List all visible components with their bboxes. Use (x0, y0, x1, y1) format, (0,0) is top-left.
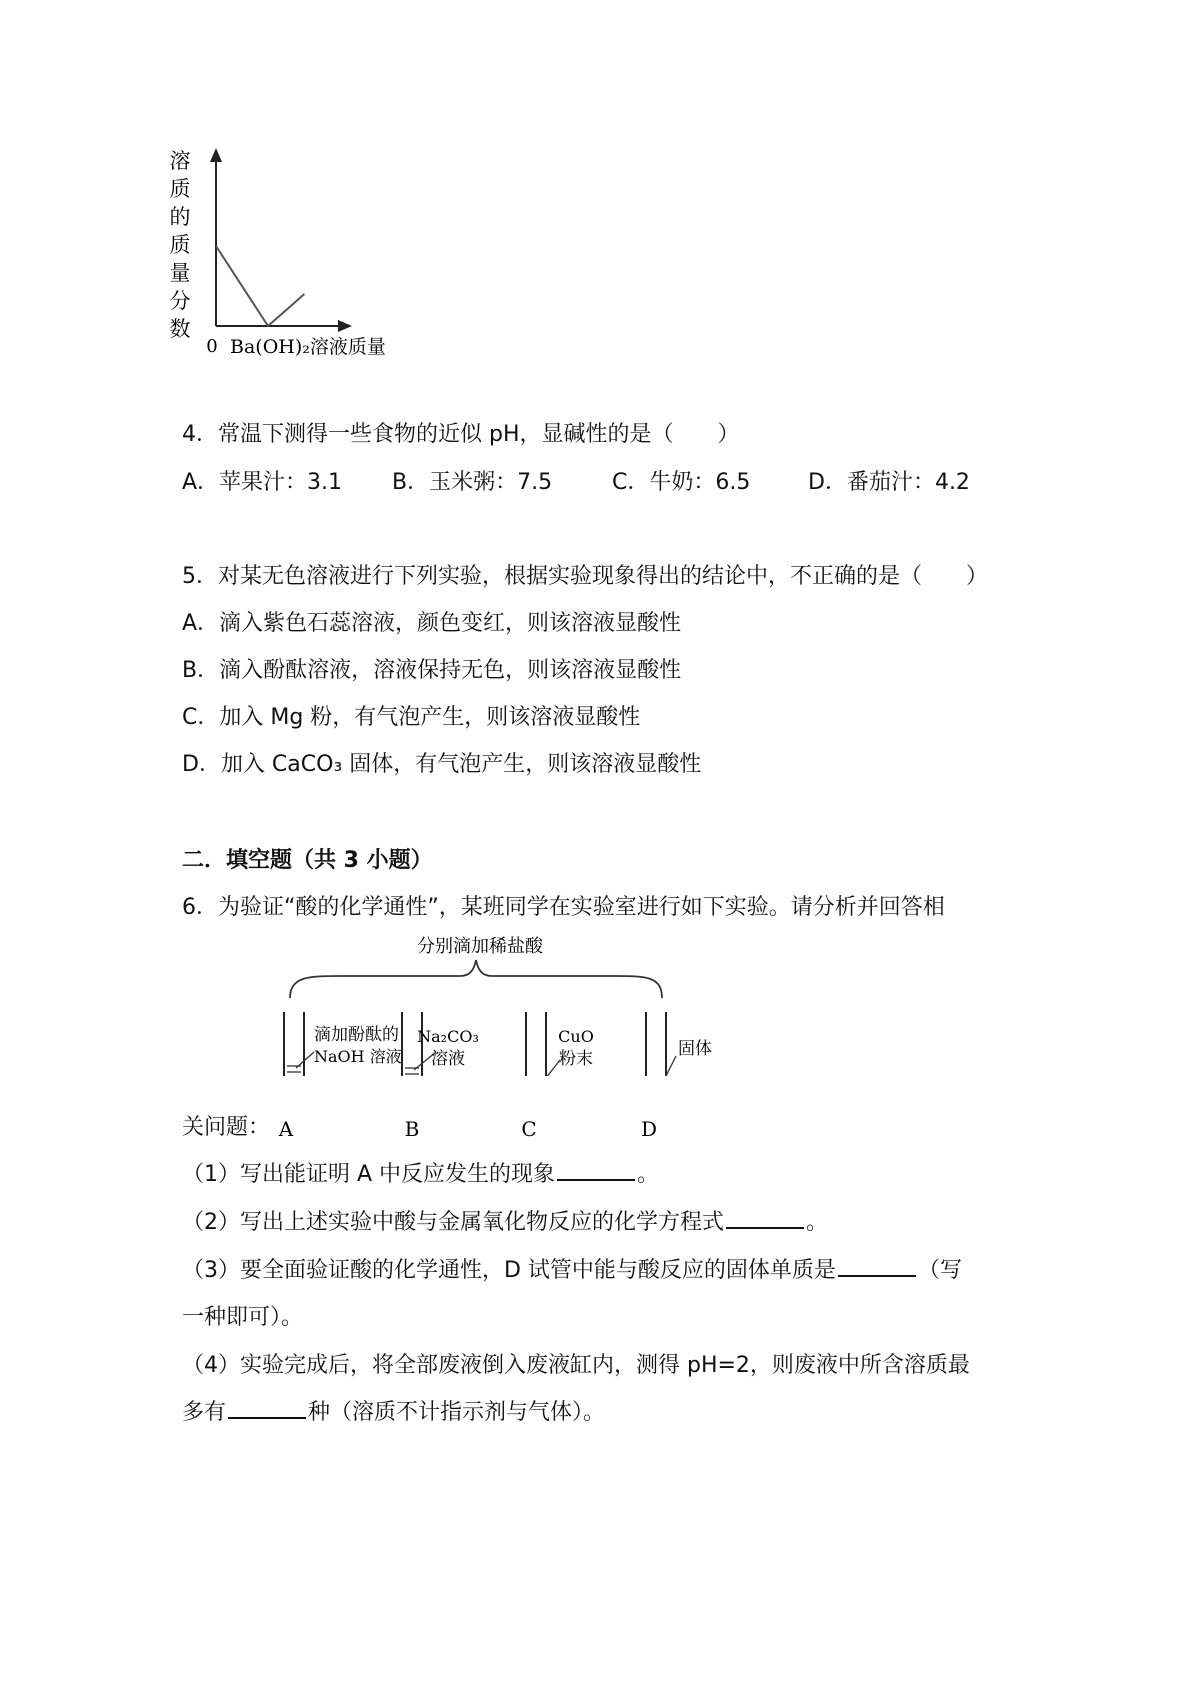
mass-fraction-graph (160, 140, 400, 360)
tube-letter-c: C (521, 1117, 537, 1141)
q5-option-d[interactable]: D．加入 CaCO₃ 固体，有气泡产生，则该溶液显酸性 (182, 752, 702, 777)
q5-option-c[interactable]: C．加入 Mg 粉，有气泡产生，则该溶液显酸性 (182, 705, 641, 730)
series-line (216, 246, 304, 326)
tube-a (284, 1012, 314, 1076)
q4-options (182, 468, 970, 498)
tube-a-label-1: 滴加酚酞的 (314, 1025, 399, 1045)
x-axis-label: Ba(OH)₂溶液质量 (230, 336, 386, 358)
q5-stem: 5．对某无色溶液进行下列实验，根据实验现象得出的结论中，不正确的是（ ） (182, 564, 988, 589)
graph-svg (160, 140, 400, 360)
y-label-char: 数 (169, 317, 191, 341)
tube-b-label-2: 溶液 (431, 1049, 465, 1069)
q6-sub1-text: （1）写出能证明 A 中反应发生的现象 (182, 1162, 556, 1187)
q4-option-a[interactable]: A．苹果汁：3.1 (182, 470, 343, 495)
y-label-char: 的 (169, 205, 191, 229)
tube-d (646, 1012, 676, 1076)
q6-sub2 (182, 1208, 828, 1238)
y-label-char: 质 (169, 233, 191, 257)
q6-sub3-text: （3）要全面验证酸的化学通性，D 试管中能与酸反应的固体单质是 (182, 1258, 836, 1283)
y-label-char: 质 (169, 177, 191, 201)
tube-letter-b: B (404, 1117, 420, 1141)
tube-b-label-1: Na₂CO₃ (417, 1027, 479, 1046)
q4-option-c[interactable]: C．牛奶：6.5 (612, 470, 751, 495)
section-title: 二．填空题（共 3 小题） (182, 848, 433, 873)
q6-sub4-text: 多有 (182, 1400, 227, 1425)
y-label-char: 溶 (169, 149, 191, 173)
tube-c (526, 1012, 560, 1076)
q6-sub2-text: （2）写出上述实验中酸与金属氧化物反应的化学方程式 (182, 1210, 724, 1235)
answer-blank-1[interactable] (557, 1161, 635, 1181)
tube-d-label: 固体 (678, 1039, 712, 1059)
q6-sub4-line1: （4）实验完成后，将全部废液倒入废液缸内，测得 pH=2，则废液中所含溶质最 (182, 1353, 970, 1378)
q6-stem-line2: 关问题： (182, 1115, 271, 1140)
answer-blank-3[interactable] (838, 1257, 916, 1277)
tube-c-label-2: 粉末 (559, 1049, 593, 1069)
q5-option-a[interactable]: A．滴入紫色石蕊溶液，颜色变红，则该溶液显酸性 (182, 611, 682, 636)
q4-stem: 4．常温下测得一些食物的近似 pH，显碱性的是（ ） (182, 422, 740, 447)
y-label-char: 量 (169, 261, 191, 285)
q6-sub3-end: （写 (917, 1258, 962, 1283)
answer-blank-2[interactable] (726, 1209, 804, 1229)
origin-label: 0 (206, 336, 218, 357)
x-axis-arrow (338, 320, 352, 332)
q4-option-d[interactable]: D．番茄汁：4.2 (808, 470, 970, 495)
q6-sub1 (182, 1160, 659, 1190)
q6-sub1-end: 。 (637, 1162, 660, 1187)
q6-sub3 (182, 1256, 962, 1286)
y-axis-arrow (210, 148, 222, 162)
y-label-char: 分 (169, 289, 191, 313)
q5-option-b[interactable]: B．滴入酚酞溶液，溶液保持无色，则该溶液显酸性 (182, 658, 682, 683)
tube-letter-d: D (640, 1117, 658, 1141)
tube-letters (270, 1113, 740, 1143)
brace (290, 960, 662, 998)
answer-blank-4[interactable] (228, 1399, 306, 1419)
q6-sub4-end: 种（溶质不计指示剂与气体）。 (308, 1400, 606, 1425)
test-tube-figure (270, 928, 740, 1076)
q6-sub2-end: 。 (806, 1210, 829, 1235)
q6-sub4-line2 (182, 1398, 605, 1428)
figure-top-label: 分别滴加稀盐酸 (417, 936, 543, 957)
q6-sub3-line2: 一种即可）。 (182, 1305, 304, 1330)
tube-a-label-2: NaOH 溶液 (314, 1047, 402, 1066)
tube-c-label-1: CuO (558, 1027, 594, 1046)
tube-letter-a: A (278, 1117, 294, 1141)
q6-stem-line1: 6．为验证“酸的化学通性”，某班同学在实验室进行如下实验。请分析并回答相 (182, 895, 945, 920)
q4-option-b[interactable]: B．玉米粥：7.5 (392, 470, 553, 495)
